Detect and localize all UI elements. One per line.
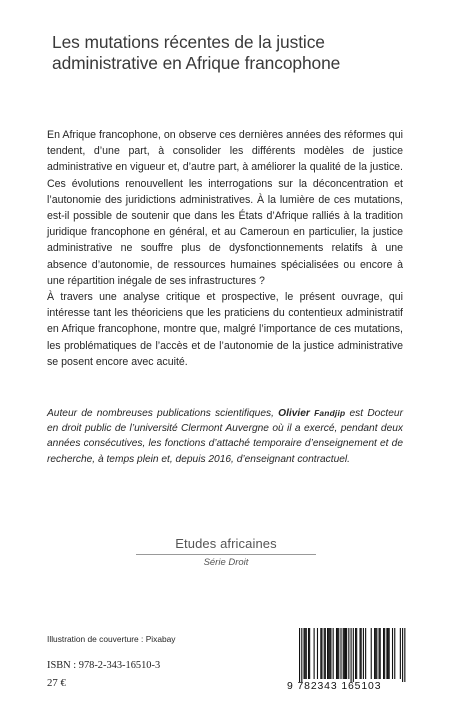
cover-illustration-credit: Illustration de couverture : Pixabay <box>47 634 176 644</box>
series-name: Etudes africaines <box>175 536 277 551</box>
barcode-bar <box>308 628 309 679</box>
series-logo <box>136 536 316 568</box>
barcode-bar <box>333 628 334 679</box>
barcode-bar <box>348 628 349 679</box>
barcode-bar <box>351 628 352 682</box>
barcode-bar <box>327 628 328 679</box>
book-title <box>52 32 432 74</box>
barcode <box>287 626 415 694</box>
barcode-bar <box>402 628 403 682</box>
barcode-bar <box>404 628 405 682</box>
barcode-bar <box>375 628 376 679</box>
barcode-bar <box>328 628 329 679</box>
barcode-bar <box>363 628 364 679</box>
bio-details: est Docteur en droit public de l’université Clermont Auvergne où il a exercé, pendant deux années consécutives, les fonctions d’attaché temporaire d’enseignement et de recherche, à temps plein et, depuis 2016, d’enseignant contractuel. <box>47 408 403 465</box>
author-bio <box>47 406 403 467</box>
barcode-bar <box>309 628 310 679</box>
barcode-bar <box>389 628 390 679</box>
barcode-bar <box>305 628 306 679</box>
barcode-bar <box>324 628 325 679</box>
barcode-bar <box>365 628 366 679</box>
barcode-bar <box>371 628 372 679</box>
barcode-bar <box>384 628 385 679</box>
barcode-bar <box>306 628 307 679</box>
barcode-bar <box>343 628 344 679</box>
back-cover-summary <box>47 127 403 370</box>
barcode-bar <box>380 628 381 679</box>
barcode-bar <box>344 628 345 679</box>
barcode-bar <box>299 628 300 682</box>
barcode-bar <box>338 628 339 679</box>
barcode-bar <box>359 628 360 679</box>
summary-paragraph-1: En Afrique francophone, on observe ces dernières années des réformes qui tendent, d’une part, à consolider les différents modèles de justice administrative en vigueur et, d’autre part, à améliorer la qualité de la justice. Ces évolutions renouvellent les interrogations sur la déconcentration et l’autonomie des juridictions administratives. À la lumière de ces mutations, est-il possible de soutenir que dans les États d’Afrique ralliés à la tradition juridique francophone en général, et au Cameroun en particulier, la justice administrative ne souffre plus de dysfonctionnements relatifs à une absence d’autonomie, de ressources humaines spécialisées ou encore à une répartition inégale de ses infrastructures ? <box>47 129 403 287</box>
barcode-bar <box>400 628 401 679</box>
barcode-bar <box>383 628 384 679</box>
price-text: 27 € <box>47 677 66 689</box>
barcode-bar <box>386 628 387 679</box>
book-title-line-1: Les mutations récentes de la justice <box>52 32 325 52</box>
barcode-bar <box>355 628 356 679</box>
barcode-bar <box>345 628 346 679</box>
barcode-bar <box>330 628 331 679</box>
barcode-bar <box>314 628 315 679</box>
barcode-bar <box>374 628 375 679</box>
barcode-bar <box>321 628 322 679</box>
barcode-bar <box>353 628 354 682</box>
summary-paragraph-2: À travers une analyse critique et prospective, le présent ouvrage, qui intéresse tant les théoriciens que les praticiens du contentieux administratif en Afrique francophone, montre que, malgré l’importance de ces mutations, les problématiques de l’accès et de l’autonomie de la justice administrative se posent encore avec acuité. <box>47 291 403 368</box>
author-name <box>278 408 345 419</box>
bio-intro: Auteur de nombreuses publications scientifiques, <box>47 408 274 419</box>
author-first-name: Olivier <box>278 408 310 419</box>
barcode-bar <box>303 628 304 679</box>
barcode-bar <box>379 628 380 679</box>
barcode-digits: 9 782343 165103 <box>287 681 382 692</box>
barcode-bar <box>337 628 338 679</box>
barcode-bar <box>387 628 388 679</box>
barcode-bar <box>325 628 326 679</box>
author-last-name: Fandjip <box>314 408 346 418</box>
barcode-bar <box>340 628 341 679</box>
barcode-bar <box>356 628 357 679</box>
barcode-bar <box>346 628 347 679</box>
barcode-bar <box>317 628 318 679</box>
barcode-bar <box>336 628 337 679</box>
barcode-bar <box>361 628 362 679</box>
isbn-text: ISBN : 978-2-343-16510-3 <box>47 660 161 671</box>
barcode-bar <box>320 628 321 679</box>
series-subtitle: Série Droit <box>203 557 249 568</box>
series-divider <box>136 554 316 555</box>
book-title-line-2: administrative en Afrique francophone <box>52 53 341 73</box>
barcode-bars <box>287 626 415 682</box>
barcode-bar <box>376 628 377 679</box>
barcode-bar <box>329 628 330 679</box>
barcode-bar <box>301 628 302 682</box>
barcode-bar <box>392 628 393 679</box>
barcode-bar <box>394 628 395 679</box>
